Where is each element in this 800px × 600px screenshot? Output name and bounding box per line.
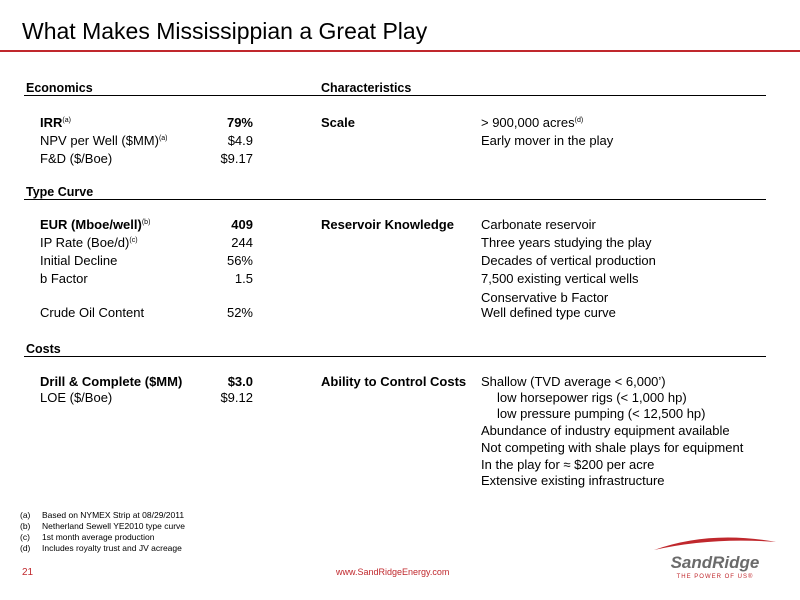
logo-swoosh [654, 538, 776, 551]
scale-label: Scale [321, 115, 355, 130]
b-factor-value: 1.5 [234, 271, 253, 286]
section-rule-economics [24, 95, 766, 96]
initial-decline-label: Initial Decline [40, 253, 118, 268]
footer-url-link[interactable]: www.SandRidgeEnergy.com [336, 567, 450, 577]
irr-value: 79% [226, 115, 253, 130]
control-item: Abundance of industry equipment available [481, 423, 730, 438]
page-title: What Makes Mississippian a Great Play [22, 18, 428, 44]
control-item: Not competing with shale plays for equipment [481, 440, 744, 455]
control-item: Extensive existing infrastructure [481, 473, 665, 488]
control-subitem: low horsepower rigs (< 1,000 hp) [497, 390, 687, 405]
knowledge-item: 7,500 existing vertical wells [481, 271, 639, 286]
drill-complete-label: Drill & Complete ($MM) [40, 374, 183, 389]
section-header-economics: Economics [26, 81, 93, 95]
section-header-type-curve: Type Curve [26, 185, 94, 199]
ip-rate-label: IP Rate $(Boe/d)^{(c)}$ [40, 235, 138, 250]
drill-complete-value: $3.0 [227, 374, 253, 389]
footnote: (b) Netherland Sewell YE2010 type curve [20, 521, 186, 531]
acres-text: > 900,000 acres$^{(d)}$ [481, 115, 584, 130]
section-rule-type-curve [24, 199, 766, 200]
section-rule-costs [24, 356, 766, 357]
initial-decline-value: 56% [226, 253, 253, 268]
npv-value: $4.9 [227, 133, 253, 148]
control-costs-label: Ability to Control Costs [321, 374, 467, 389]
section-header-costs: Costs [26, 342, 61, 356]
footnote: (c) 1st month average production [20, 532, 155, 542]
reservoir-knowledge-label: Reservoir Knowledge [321, 217, 454, 232]
page-number: 21 [22, 567, 34, 578]
eur-value: 409 [231, 217, 253, 232]
footnote: (a) Based on NYMEX Strip at 08/29/2011 [20, 510, 185, 520]
control-item: In the play for ≈ $200 per acre [481, 457, 655, 472]
knowledge-item: Decades of vertical production [481, 253, 656, 268]
crude-oil-value: 52% [226, 305, 253, 320]
footnote: (d) Includes royalty trust and JV acreage [20, 543, 182, 553]
logo-tagline: THE POWER OF US® [676, 574, 754, 580]
fd-value: $9.17 [220, 151, 253, 166]
ip-rate-value: 244 [231, 235, 253, 250]
section-header-characteristics: Characteristics [321, 81, 412, 95]
knowledge-item: Well defined type curve [481, 305, 616, 320]
fd-label: F&D ($/Boe) [40, 151, 113, 166]
loe-label: LOE ($/Boe) [40, 390, 113, 405]
control-subitem: low pressure pumping (< 12,500 hp) [497, 406, 706, 421]
sandridge-logo [650, 528, 780, 580]
eur-label: EUR (Mboe/well)$^{(b)}$ [40, 217, 151, 232]
knowledge-item: Three years studying the play [481, 235, 652, 250]
early-mover-text: Early mover in the play [481, 133, 614, 148]
knowledge-item: Conservative b Factor [481, 290, 609, 305]
crude-oil-label: Crude Oil Content [40, 305, 145, 320]
control-item: Shallow (TVD average < 6,000’) [481, 374, 666, 389]
loe-value: $9.12 [220, 390, 253, 405]
irr-label: IRR$^{(a)}$ [40, 115, 71, 130]
npv-label: NPV per Well ($MM)$^{(a)}$ [40, 133, 168, 148]
logo-wordmark: SandRidge [670, 553, 760, 572]
b-factor-label: b Factor [40, 271, 88, 286]
title-divider [0, 50, 800, 52]
knowledge-item: Carbonate reservoir [481, 217, 596, 232]
